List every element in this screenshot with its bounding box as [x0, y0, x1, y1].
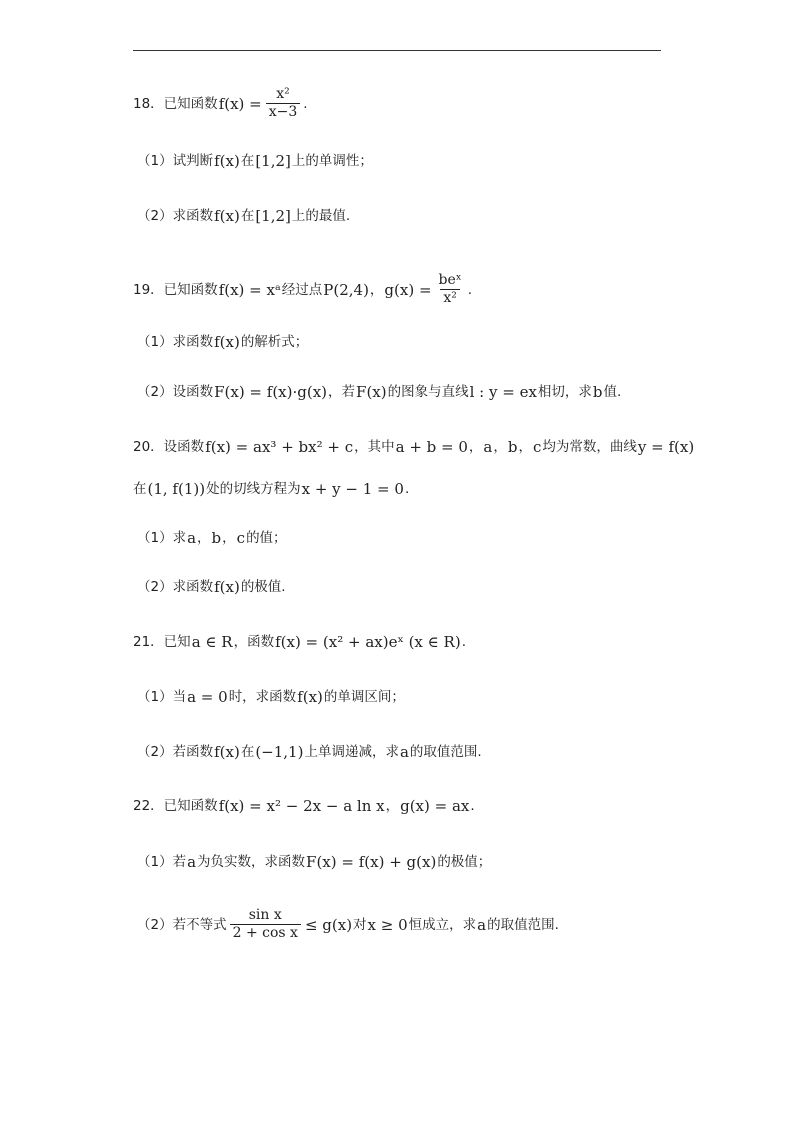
- problem-text: 相切，求: [537, 384, 592, 400]
- math-expression: g(x) =: [384, 280, 432, 299]
- math-expression: l : y = ex: [469, 383, 537, 401]
- problem-text: ，: [385, 798, 400, 814]
- math-expression: a + b = 0: [395, 438, 468, 456]
- problem-19-stem: [133, 272, 472, 307]
- math-expression: c: [236, 529, 246, 547]
- math-expression: b: [211, 529, 222, 547]
- math-expression: f(x): [214, 743, 240, 761]
- problem-22-line-2: [137, 907, 559, 942]
- math-expression: c: [532, 438, 542, 456]
- problem-text: 的取值范围.: [409, 744, 482, 760]
- problem-text: .: [461, 634, 466, 650]
- problem-text: （2）求函数: [137, 208, 214, 224]
- problem-text: .: [404, 481, 410, 497]
- fraction-numerator: x²: [276, 86, 290, 102]
- problem-text: （1）当: [137, 689, 187, 705]
- problem-text: 的解析式；: [240, 334, 309, 350]
- problem-21-line-1: [137, 687, 405, 707]
- problem-text: 处的切线方程为: [206, 481, 301, 497]
- math-expression: f(x) = ax³ + bx² + c: [205, 438, 354, 456]
- problem-text: ，: [518, 439, 532, 455]
- problem-text: 在: [240, 208, 255, 224]
- problem-text: 经过点: [281, 281, 323, 298]
- math-expression: a = 0: [187, 688, 228, 706]
- math-expression: f(x) = (x² + ax)eˣ (x ∈ R): [275, 633, 461, 651]
- math-expression: f(x) =: [218, 94, 262, 113]
- math-expression: f(x): [214, 578, 240, 596]
- problem-text: 的极值.: [240, 579, 286, 595]
- math-expression: f(x): [214, 333, 240, 351]
- problem-text: （2）设函数: [137, 384, 214, 400]
- fraction-denominator: 2 + cos x: [230, 924, 301, 942]
- problem-text: ，其中: [354, 439, 395, 455]
- problem-text: 在: [240, 153, 255, 169]
- problem-text: 时，求函数: [228, 689, 297, 705]
- math-expression: F(x): [356, 383, 387, 401]
- problem-text: ，: [197, 530, 211, 546]
- problem-text: ，函数: [233, 634, 275, 650]
- math-expression: a: [187, 529, 197, 547]
- problem-text: ，: [493, 439, 507, 455]
- problem-19-line-1: [137, 332, 308, 352]
- problem-text: 上的单调性；: [291, 153, 373, 169]
- math-expression: F(x) = f(x)·g(x): [214, 383, 328, 401]
- problem-text: 22．已知函数: [133, 798, 218, 814]
- problem-text: 值.: [603, 384, 622, 400]
- problem-text: （1）试判断: [137, 153, 214, 169]
- problem-text: 对: [353, 916, 367, 933]
- problem-text: （1）若: [137, 854, 187, 870]
- problem-text: .: [303, 95, 308, 112]
- problem-18-stem: [133, 86, 308, 121]
- fraction: [230, 907, 301, 942]
- math-expression: a: [483, 438, 493, 456]
- math-expression: x ≥ 0: [367, 915, 408, 934]
- problem-text: ，: [468, 439, 483, 455]
- fraction-denominator: x²: [440, 289, 460, 307]
- math-expression: x + y − 1 = 0: [301, 480, 404, 498]
- problem-text: 上单调递减，求: [304, 744, 399, 760]
- problem-text: .: [467, 281, 473, 298]
- math-expression: a ∈ R: [191, 633, 233, 651]
- math-expression: [1,2]: [255, 152, 291, 170]
- math-expression: (−1,1): [255, 743, 304, 761]
- problem-20-line-1: [133, 479, 409, 499]
- problem-text: .: [470, 798, 475, 814]
- problem-20-stem: [133, 437, 695, 457]
- problem-22-line-1: [137, 852, 491, 872]
- fraction: [266, 86, 301, 121]
- math-expression: f(x): [214, 207, 240, 225]
- math-expression: ≤ g(x): [304, 915, 353, 934]
- problem-text: 18．已知函数: [133, 95, 218, 112]
- math-expression: y = f(x): [637, 438, 695, 456]
- problem-21-line-2: [137, 742, 482, 762]
- fraction: [436, 272, 465, 307]
- fraction-denominator: x−3: [266, 103, 301, 121]
- problem-21-stem: [133, 632, 466, 652]
- problem-text: 19．已知函数: [133, 281, 218, 298]
- problem-18-line-1: [137, 151, 373, 171]
- math-expression: f(x) = xᵃ: [218, 280, 281, 299]
- problem-text: ，若: [328, 384, 356, 400]
- math-expression: F(x) = f(x) + g(x): [306, 853, 437, 871]
- problem-18-line-2: [137, 206, 350, 226]
- math-expression: f(x): [297, 688, 323, 706]
- problem-text: （1）求: [137, 530, 187, 546]
- math-expression: a: [187, 853, 197, 871]
- problem-20-line-3: [137, 577, 286, 597]
- math-expression: P(2,4): [323, 280, 369, 299]
- math-expression: f(x): [214, 152, 240, 170]
- problem-text: （2）求函数: [137, 579, 214, 595]
- math-expression: g(x) = ax: [400, 797, 470, 815]
- math-expression: [1,2]: [255, 207, 291, 225]
- problem-text: 的图象与直线: [387, 384, 469, 400]
- problem-text: 20．设函数: [133, 439, 205, 455]
- problem-text: （1）求函数: [137, 334, 214, 350]
- problem-text: 的值；: [246, 530, 287, 546]
- math-expression: b: [592, 383, 603, 401]
- problem-text: 恒成立，求: [408, 916, 477, 933]
- problem-text: ，: [369, 281, 384, 298]
- problem-text: （2）若函数: [137, 744, 214, 760]
- problem-text: 均为常数，曲线: [542, 439, 637, 455]
- problem-text: 21．已知: [133, 634, 191, 650]
- math-expression: (1, f(1)): [147, 480, 206, 498]
- problem-text: 为负实数，求函数: [197, 854, 306, 870]
- problem-text: 的取值范围.: [487, 916, 559, 933]
- fraction-numerator: sin x: [248, 907, 282, 923]
- fraction-numerator: beˣ: [438, 272, 462, 288]
- problem-19-line-2: [137, 382, 621, 402]
- problem-20-line-2: [137, 528, 287, 548]
- problem-text: （2）若不等式: [137, 916, 227, 933]
- problem-22-stem: [133, 796, 475, 816]
- problem-text: 上的最值.: [291, 208, 351, 224]
- problem-text: 的极值；: [437, 854, 492, 870]
- header-rule: [133, 50, 661, 51]
- problem-text: 在: [240, 744, 255, 760]
- math-expression: b: [507, 438, 518, 456]
- math-expression: a: [477, 915, 487, 934]
- problem-text: ，: [222, 530, 236, 546]
- math-expression: f(x) = x² − 2x − a ln x: [218, 797, 385, 815]
- problem-text: 的单调区间；: [323, 689, 405, 705]
- problem-text: 在: [133, 481, 147, 497]
- math-expression: a: [399, 743, 409, 761]
